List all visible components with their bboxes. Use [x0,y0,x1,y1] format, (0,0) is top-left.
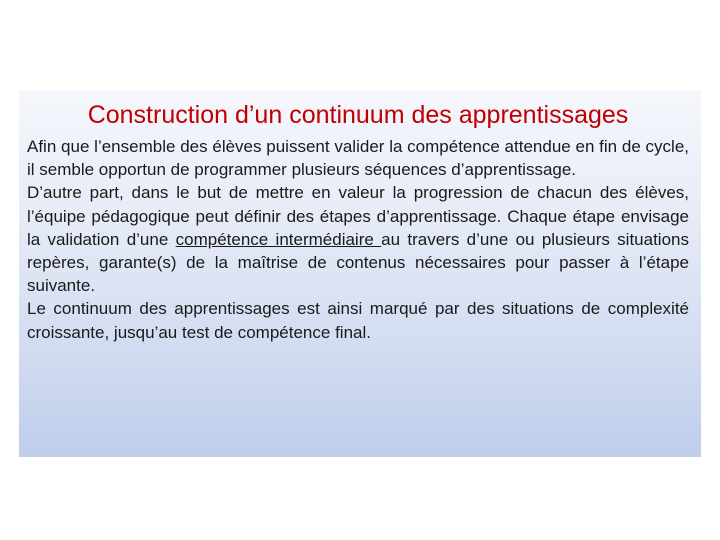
slide-title: Construction d’un continuum des apprentissages [87,101,629,129]
body-text [27,135,689,344]
paragraph-2-end: au travers d’une ou plusieurs situations repères, garante(s) de la maîtrise de contenus nécessaires pour passer à l’étape suivante. [27,229,689,296]
underlined-term: compétence intermédiaire [175,229,382,249]
paragraph-3: Le continuum des apprentissages est ainsi marqué par des situations de complexité croissante, jusqu’au test de compétence final. [27,299,689,342]
paragraph-2 [27,181,689,297]
paragraph-2-start: D’autre part, dans le but de mettre en valeur la progression de chacun des élèves, l’équipe pédagogique peut définir des étapes d’apprentissage. Chaque étape envisage la validation d’une [27,183,689,249]
content-panel [19,90,701,457]
paragraph-1: Afin que l’ensemble des élèves puissent valider la compétence attendue en fin de cycle, il semble opportun de programmer plusieurs séquences d’apprentissage. [27,137,689,180]
